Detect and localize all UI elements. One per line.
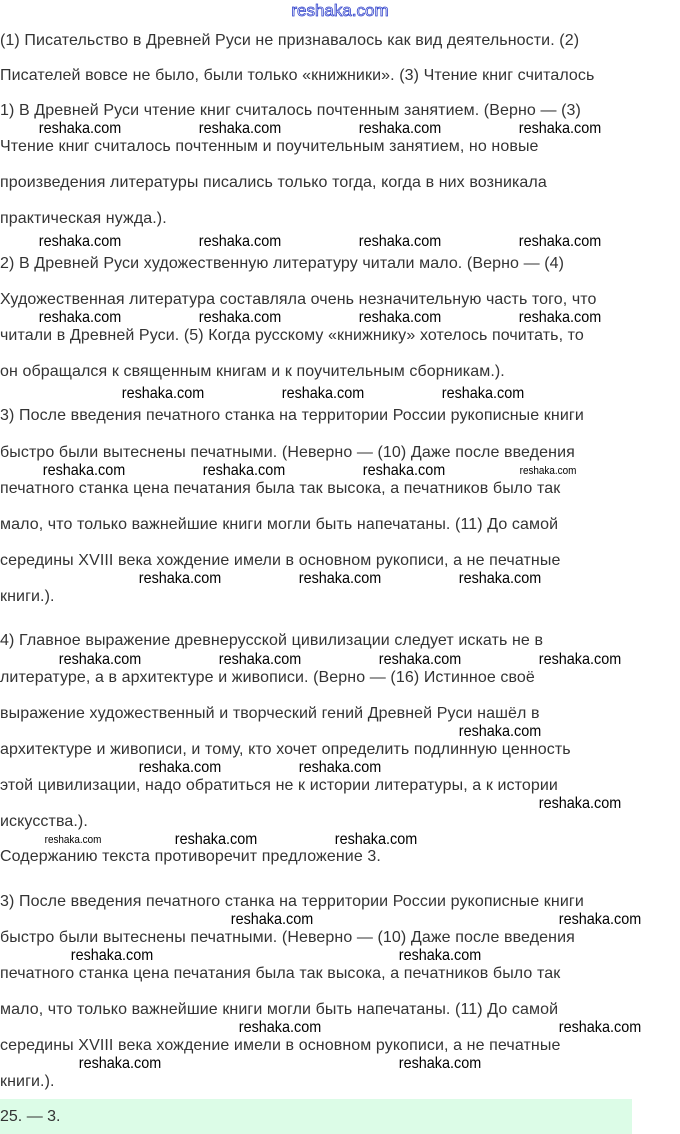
text-line: искусства.).	[0, 813, 88, 830]
watermark: reshaka.com	[78, 1055, 162, 1072]
watermark: reshaka.com	[38, 232, 122, 250]
watermark: reshaka.com	[202, 462, 286, 479]
watermark: reshaka.com	[458, 570, 542, 587]
watermark: reshaka.com	[42, 462, 126, 479]
watermark: reshaka.com	[518, 120, 602, 137]
watermark: reshaka.com	[121, 385, 205, 402]
watermark: reshaka.com	[198, 120, 282, 137]
watermark: reshaka.com	[458, 723, 542, 740]
text-line: 1) В Древней Руси чтение книг считалось почтенным занятием. (Верно — (3)	[0, 102, 581, 119]
text-line: этой цивилизации, надо обратиться не к истории литературы, а к истории	[0, 777, 558, 794]
watermark: reshaka.com	[238, 1019, 322, 1036]
text-line: практическая нужда.).	[0, 210, 167, 227]
text-line: мало, что только важнейшие книги могли быть напечатаны. (11) До самой	[0, 516, 559, 533]
watermark: reshaka.com	[558, 1019, 642, 1036]
watermark: reshaka.com	[334, 830, 418, 848]
watermark: reshaka.com	[44, 833, 102, 846]
watermark: reshaka.com	[558, 911, 642, 928]
text-line: Содержанию текста противоречит предложение 3.	[0, 848, 381, 865]
watermark: reshaka.com	[281, 385, 365, 402]
watermark: reshaka.com	[138, 759, 222, 776]
watermark: reshaka.com	[70, 947, 154, 964]
watermark: reshaka.com	[518, 309, 602, 326]
watermark: reshaka.com	[198, 309, 282, 326]
text-line: середины XVIII века хождение имели в основном рукописи, а не печатные	[0, 1037, 561, 1054]
text-line: быстро были вытеснены печатными. (Неверно — (10) Даже после введения	[0, 444, 575, 461]
watermark: reshaka.com	[519, 465, 577, 477]
watermark: reshaka.com	[298, 570, 382, 587]
watermark: reshaka.com	[518, 232, 602, 250]
watermark: reshaka.com	[218, 650, 302, 668]
text-line: Писателей вовсе не было, были только «книжники». (3) Чтение книг считалось	[0, 67, 595, 84]
watermark: reshaka.com	[358, 309, 442, 326]
answer-text: 25. — 3.	[0, 1108, 61, 1125]
watermark: reshaka.com	[230, 911, 314, 928]
text-line: 3) После введения печатного станка на территории России рукописные книги	[0, 407, 584, 424]
watermark: reshaka.com	[298, 759, 382, 776]
text-line: Чтение книг считалось почтенным и поучительным занятием, но новые	[0, 138, 539, 155]
text-line: читали в Древней Руси. (5) Когда русскому «книжнику» хотелось почитать, то	[0, 327, 584, 344]
text-line: мало, что только важнейшие книги могли быть напечатаны. (11) До самой	[0, 1001, 559, 1018]
text-line: 3) После введения печатного станка на территории России рукописные книги	[0, 893, 584, 910]
text-line: произведения литературы писались только тогда, когда в них возникала	[0, 174, 547, 191]
watermark: reshaka.com	[538, 650, 622, 668]
text-line: Художественная литература составляла очень незначительную часть того, что	[0, 291, 597, 308]
text-line: литературе, а в архитектуре и живописи. (Верно — (16) Истинное своё	[0, 669, 535, 686]
text-line: выражение художественный и творческий гений Древней Руси нашёл в	[0, 705, 540, 722]
watermark: reshaka.com	[38, 120, 122, 137]
text-line: середины XVIII века хождение имели в основном рукописи, а не печатные	[0, 552, 561, 569]
watermark: reshaka.com	[441, 385, 525, 402]
text-line: быстро были вытеснены печатными. (Неверно — (10) Даже после введения	[0, 929, 575, 946]
watermark: reshaka.com	[138, 570, 222, 587]
watermark: reshaka.com	[358, 232, 442, 250]
text-line: книги.).	[0, 588, 55, 605]
watermark: reshaka.com	[398, 947, 482, 964]
watermark: reshaka.com	[358, 120, 442, 137]
text-line: 4) Главное выражение древнерусской цивилизации следует искать не в	[0, 632, 544, 649]
watermark: reshaka.com	[58, 650, 142, 668]
watermark: reshaka.com	[174, 830, 258, 848]
watermark: reshaka.com	[398, 1055, 482, 1072]
text-line: (1) Писательство в Древней Руси не признавалось как вид деятельности. (2)	[0, 32, 580, 49]
text-line: архитектуре и живописи, и тому, кто хочет определить подлинную ценность	[0, 741, 571, 758]
text-line: книги.).	[0, 1073, 55, 1090]
watermark: reshaka.com	[378, 650, 462, 668]
watermark: reshaka.com	[362, 462, 446, 479]
text-line: он обращался к священным книгам и к поучительным сборникам.).	[0, 363, 505, 380]
header-watermark: reshaka.com	[291, 1, 389, 20]
watermark: reshaka.com	[538, 795, 622, 812]
text-line: 2) В Древней Руси художественную литературу читали мало. (Верно — (4)	[0, 255, 565, 272]
text-line: печатного станка цена печатания была так высока, а печатников было так	[0, 965, 561, 982]
watermark: reshaka.com	[198, 232, 282, 250]
text-line: печатного станка цена печатания была так высока, а печатников было так	[0, 480, 561, 497]
answer-box	[0, 1099, 632, 1134]
watermark: reshaka.com	[38, 309, 122, 326]
